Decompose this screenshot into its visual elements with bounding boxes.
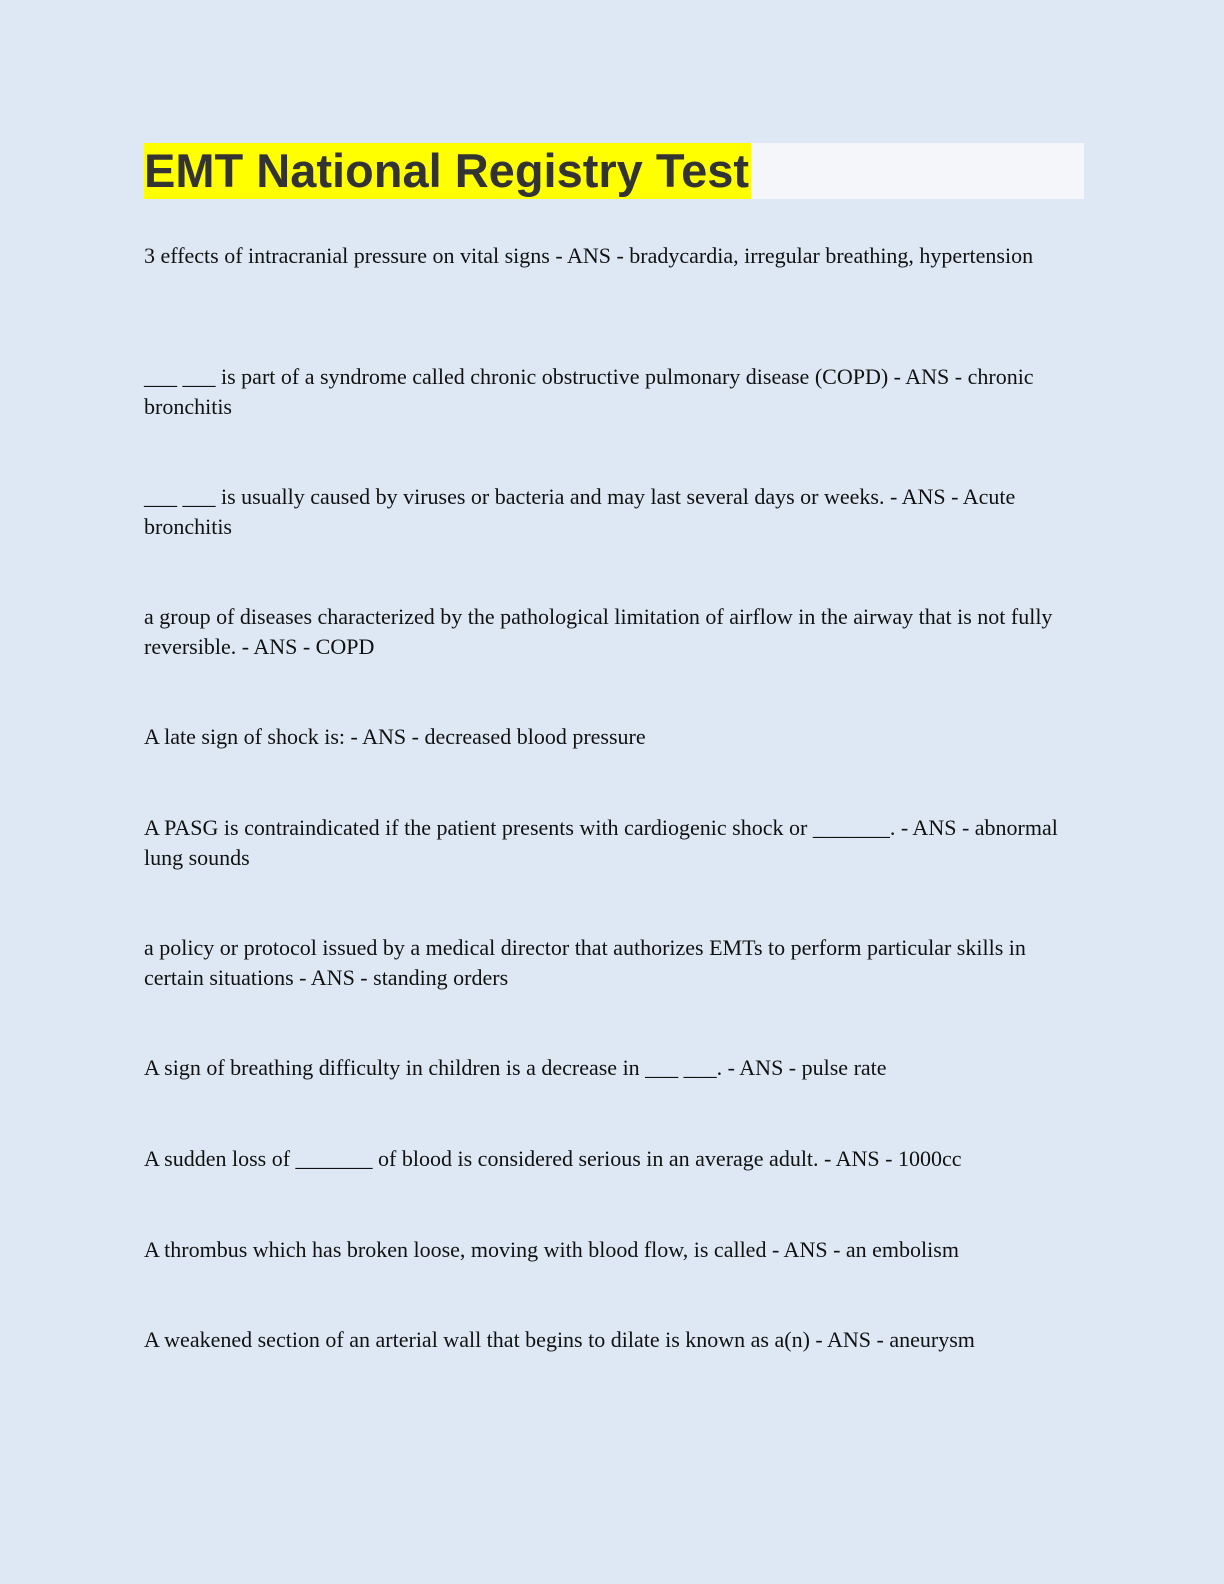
qa-item-4: a group of diseases characterized by the pathological limitation of airflow in the airway that is not fully reversible. - ANS - COPD <box>144 604 1053 659</box>
qa-item-11: A weakened section of an arterial wall that begins to dilate is known as a(n) - ANS - aneurysm <box>144 1327 975 1352</box>
qa-item-5: A late sign of shock is: - ANS - decreased blood pressure <box>144 724 646 749</box>
qa-item-7: a policy or protocol issued by a medical director that authorizes EMTs to perform particular skills in certain situations - ANS - standing orders <box>144 935 1026 990</box>
qa-item-8: A sign of breathing difficulty in children is a decrease in ___ ___. - ANS - pulse rate <box>144 1055 887 1080</box>
qa-item-2: ___ ___ is part of a syndrome called chronic obstructive pulmonary disease (COPD) - ANS - chronic bronchitis <box>144 364 1034 419</box>
qa-item-9: A sudden loss of _______ of blood is considered serious in an average adult. - ANS - 1000cc <box>144 1146 962 1171</box>
title-highlight <box>144 143 751 199</box>
qa-item-6: A PASG is contraindicated if the patient presents with cardiogenic shock or _______. - ANS - abnormal lung sounds <box>144 815 1058 870</box>
qa-item-10: A thrombus which has broken loose, moving with blood flow, is called - ANS - an embolism <box>144 1237 959 1262</box>
document-title: EMT National Registry Test <box>144 144 750 197</box>
qa-item-1: 3 effects of intracranial pressure on vital signs - ANS - bradycardia, irregular breathing, hypertension <box>144 243 1034 268</box>
qa-item-3: ___ ___ is usually caused by viruses or bacteria and may last several days or weeks. - ANS - Acute bronchitis <box>144 484 1016 539</box>
